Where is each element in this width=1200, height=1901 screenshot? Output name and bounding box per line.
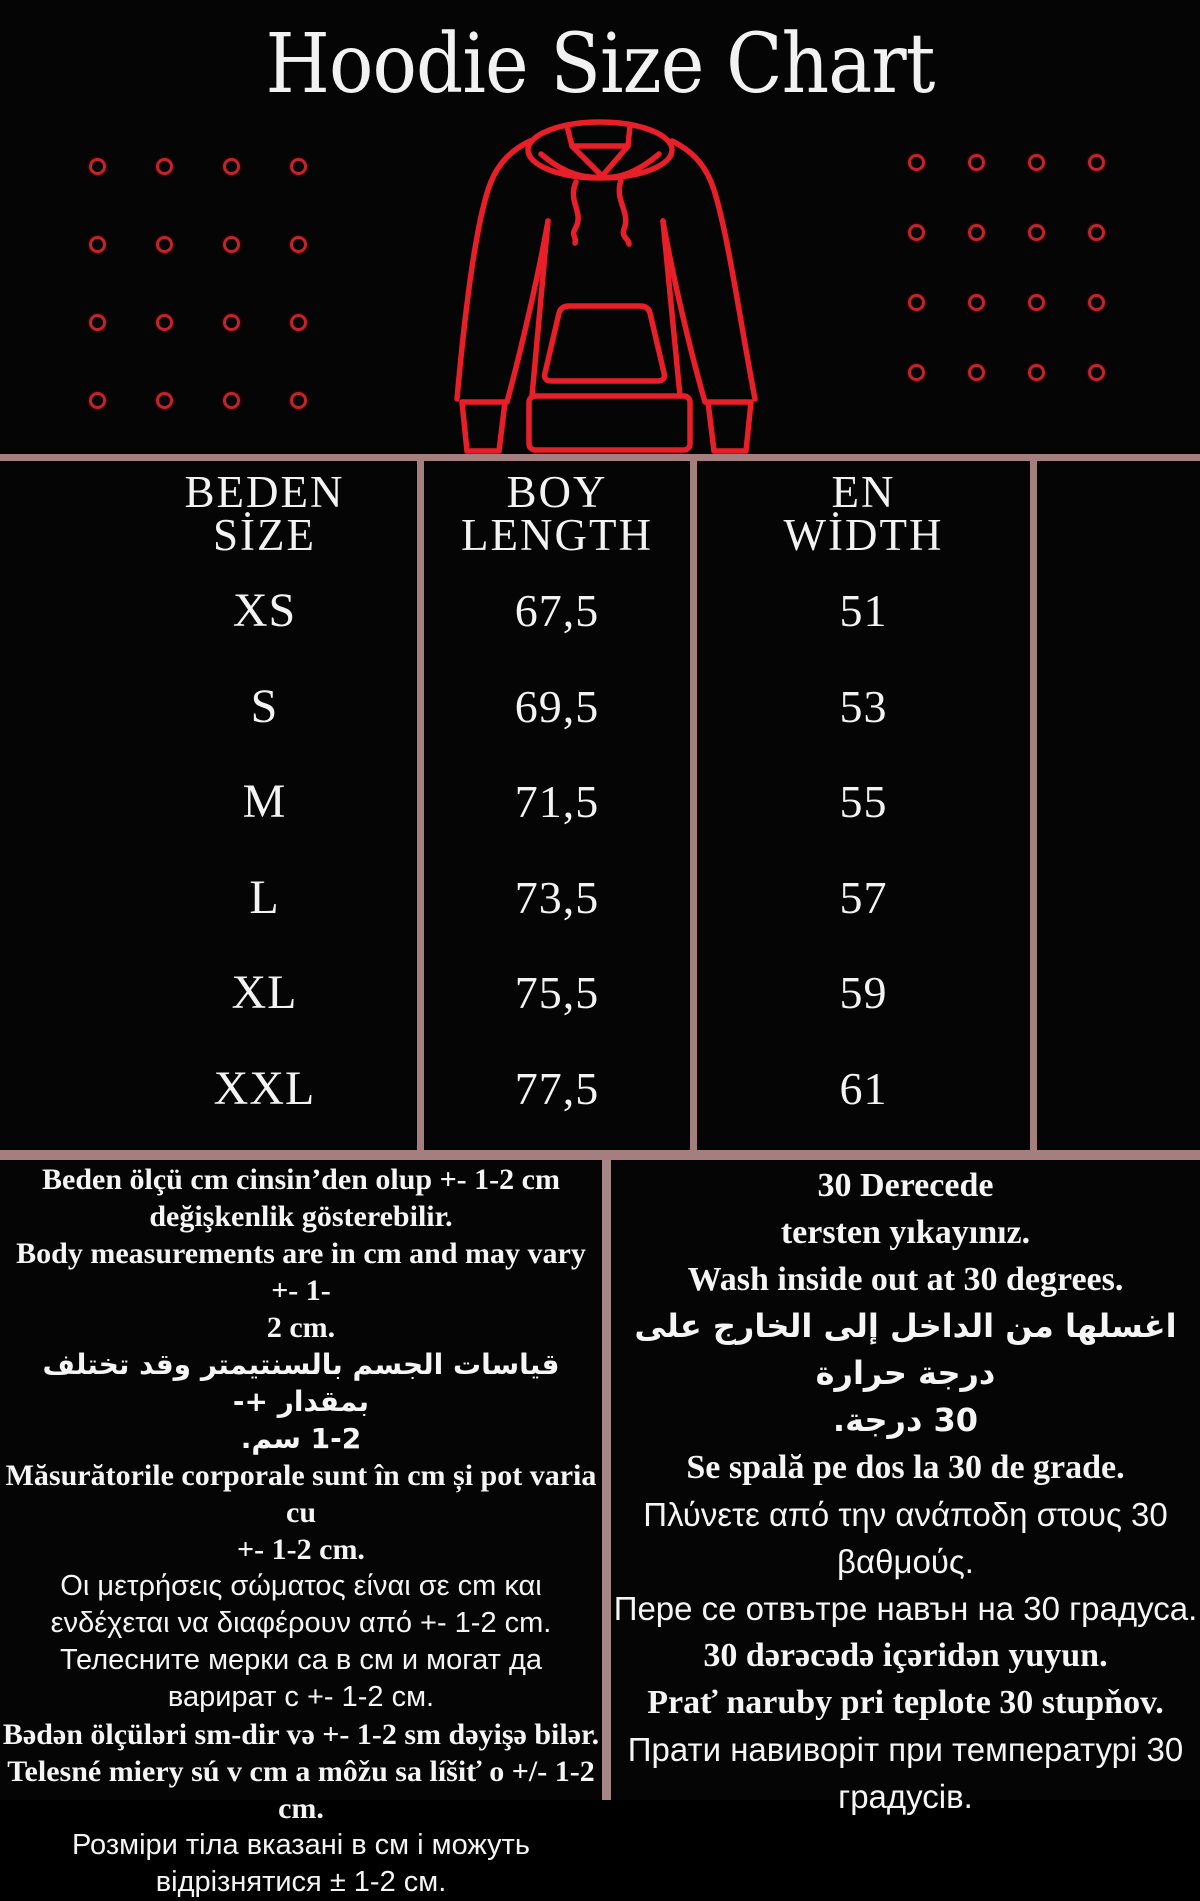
width-cells [697, 557, 1030, 1150]
header-line: EN [831, 467, 896, 517]
dot-icon [156, 158, 173, 175]
header-line: SİZE [213, 510, 316, 560]
note-line: Пере се отвътре навън на 30 градуса. [613, 1590, 1198, 1627]
column-header [112, 461, 417, 560]
header-line: LENGTH [461, 510, 653, 560]
dot-icon [223, 392, 240, 409]
column-header [424, 461, 690, 560]
dot-icon [89, 236, 106, 253]
table-cell-length: 73,5 [514, 871, 600, 923]
table-cell-size: XL [231, 966, 298, 1020]
note-line: Beden ölçü cm cinsin’den olup +- 1-2 cm [42, 1163, 560, 1196]
page-title: Hoodie Size Chart [265, 16, 935, 112]
dot-icon [1088, 364, 1105, 381]
dot-icon [968, 154, 985, 171]
hoodie-outline-icon [452, 116, 762, 456]
note-line: cm. [278, 1792, 324, 1825]
header-line: WİDTH [783, 510, 944, 560]
note-line: Прати навиворіт при температурі 30 [627, 1731, 1184, 1768]
note-line: Telesné miery sú v cm a môžu sa líšiť o +/- 1-2 [7, 1755, 595, 1788]
dot-icon [89, 314, 106, 331]
note-line: 1-2 سم. [240, 1422, 362, 1455]
dot-icon [290, 314, 307, 331]
length-cells [424, 557, 690, 1150]
size-cells [112, 557, 417, 1150]
notes-divider [602, 1160, 611, 1800]
dot-icon [290, 158, 307, 175]
note-line: tersten yıkayınız. [780, 1214, 1031, 1251]
note-line: Măsurătorile corporale sunt în cm și pot varia cu [5, 1459, 597, 1529]
note-line: Οι μετρήσεις σώματος είναι σε cm και [60, 1570, 542, 1602]
dot-icon [908, 224, 925, 241]
table-cell-size: XXL [213, 1061, 316, 1115]
note-line: قياسات الجسم بالسنتيمتر وقد تختلف بمقدار +- [42, 1348, 560, 1418]
dot-icon [223, 314, 240, 331]
column-header [697, 461, 1030, 560]
dot-icon [1088, 154, 1105, 171]
table-divider-3 [1030, 461, 1037, 1150]
note-line: değişkenlik gösterebilir. [149, 1200, 453, 1233]
dot-icon [968, 224, 985, 241]
table-cell-length: 69,5 [514, 680, 600, 732]
washing-notes [611, 1160, 1200, 1820]
dot-icon [156, 314, 173, 331]
table-cell-width: 55 [839, 776, 888, 828]
dot-icon [290, 236, 307, 253]
table-cell-width: 57 [839, 871, 888, 923]
dot-icon [89, 158, 106, 175]
table-divider-1 [417, 461, 424, 1150]
table-cell-length: 77,5 [514, 1062, 600, 1114]
table-cell-size: S [250, 679, 279, 733]
note-line: Розміри тіла вказані в см і можуть [71, 1829, 531, 1861]
dot-icon [968, 364, 985, 381]
table-cell-length: 71,5 [514, 776, 600, 828]
column-empty [1037, 461, 1200, 1150]
size-chart-table [0, 454, 1200, 1160]
dot-icon [1028, 154, 1045, 171]
note-line: Prať naruby pri teplote 30 stupňov. [647, 1684, 1164, 1721]
table-cell-size: XS [232, 584, 297, 638]
dot-icon [223, 236, 240, 253]
dot-icon [908, 364, 925, 381]
column-en-width [697, 461, 1030, 1150]
note-line: +- 1-2 cm. [237, 1533, 365, 1566]
dot-icon [1088, 294, 1105, 311]
note-line: Bədən ölçüləri sm-dir və +- 1-2 sm dəyişə bilər. [2, 1718, 600, 1751]
notes-section [0, 1160, 1200, 1898]
note-line: 30 درجة. [832, 1401, 979, 1439]
note-line: 30 Derecede [817, 1167, 994, 1204]
column-boy-length [424, 461, 690, 1150]
note-line: відрізнятися ± 1-2 см. [155, 1866, 447, 1898]
note-line: градусів. [838, 1778, 973, 1815]
note-line: Se spală pe dos la 30 de grade. [686, 1449, 1125, 1486]
table-border-top [0, 454, 1200, 461]
note-line: اغسلها من الداخل إلى الخارج على درجة حرارة [634, 1307, 1177, 1392]
table-cell-width: 59 [839, 967, 888, 1019]
dot-icon [1028, 294, 1045, 311]
table-cell-length: 67,5 [514, 585, 600, 637]
dot-grid-left-decoration [89, 158, 307, 409]
column-beden-size [0, 461, 417, 1150]
dot-grid-right-decoration [908, 154, 1105, 381]
note-line: Πλύνετε από την ανάποδη στους 30 [643, 1496, 1168, 1533]
table-cell-length: 75,5 [514, 967, 600, 1019]
measurement-notes [0, 1160, 602, 1901]
header-line: BEDEN [184, 467, 345, 517]
note-line: βαθμούς. [837, 1543, 974, 1580]
note-line: Wash inside out at 30 degrees. [687, 1261, 1124, 1298]
dot-icon [1088, 224, 1105, 241]
table-divider-2 [690, 461, 697, 1150]
dot-icon [156, 392, 173, 409]
dot-icon [908, 154, 925, 171]
table-cell-size: L [249, 870, 280, 924]
note-line: Body measurements are in cm and may vary +- 1- [16, 1237, 586, 1307]
dot-icon [89, 392, 106, 409]
note-line: 2 cm. [266, 1311, 336, 1344]
table-cell-width: 53 [839, 680, 888, 732]
note-line: варират с +- 1-2 см. [167, 1681, 435, 1713]
dot-icon [968, 294, 985, 311]
table-border-bottom [0, 1150, 1200, 1160]
dot-icon [908, 294, 925, 311]
note-line: 30 dərəcədə içəridən yuyun. [703, 1637, 1108, 1674]
dot-icon [223, 158, 240, 175]
table-cell-width: 61 [839, 1062, 888, 1114]
note-line: Телесните мерки са в см и могат да [59, 1644, 543, 1676]
dot-icon [156, 236, 173, 253]
header-line: BOY [506, 467, 608, 517]
dot-icon [1028, 364, 1045, 381]
table-cell-width: 51 [839, 585, 888, 637]
dot-icon [290, 392, 307, 409]
table-cell-size: M [242, 775, 287, 829]
note-line: ενδέχεται να διαφέρουν από +- 1-2 cm. [50, 1607, 552, 1639]
dot-icon [1028, 224, 1045, 241]
